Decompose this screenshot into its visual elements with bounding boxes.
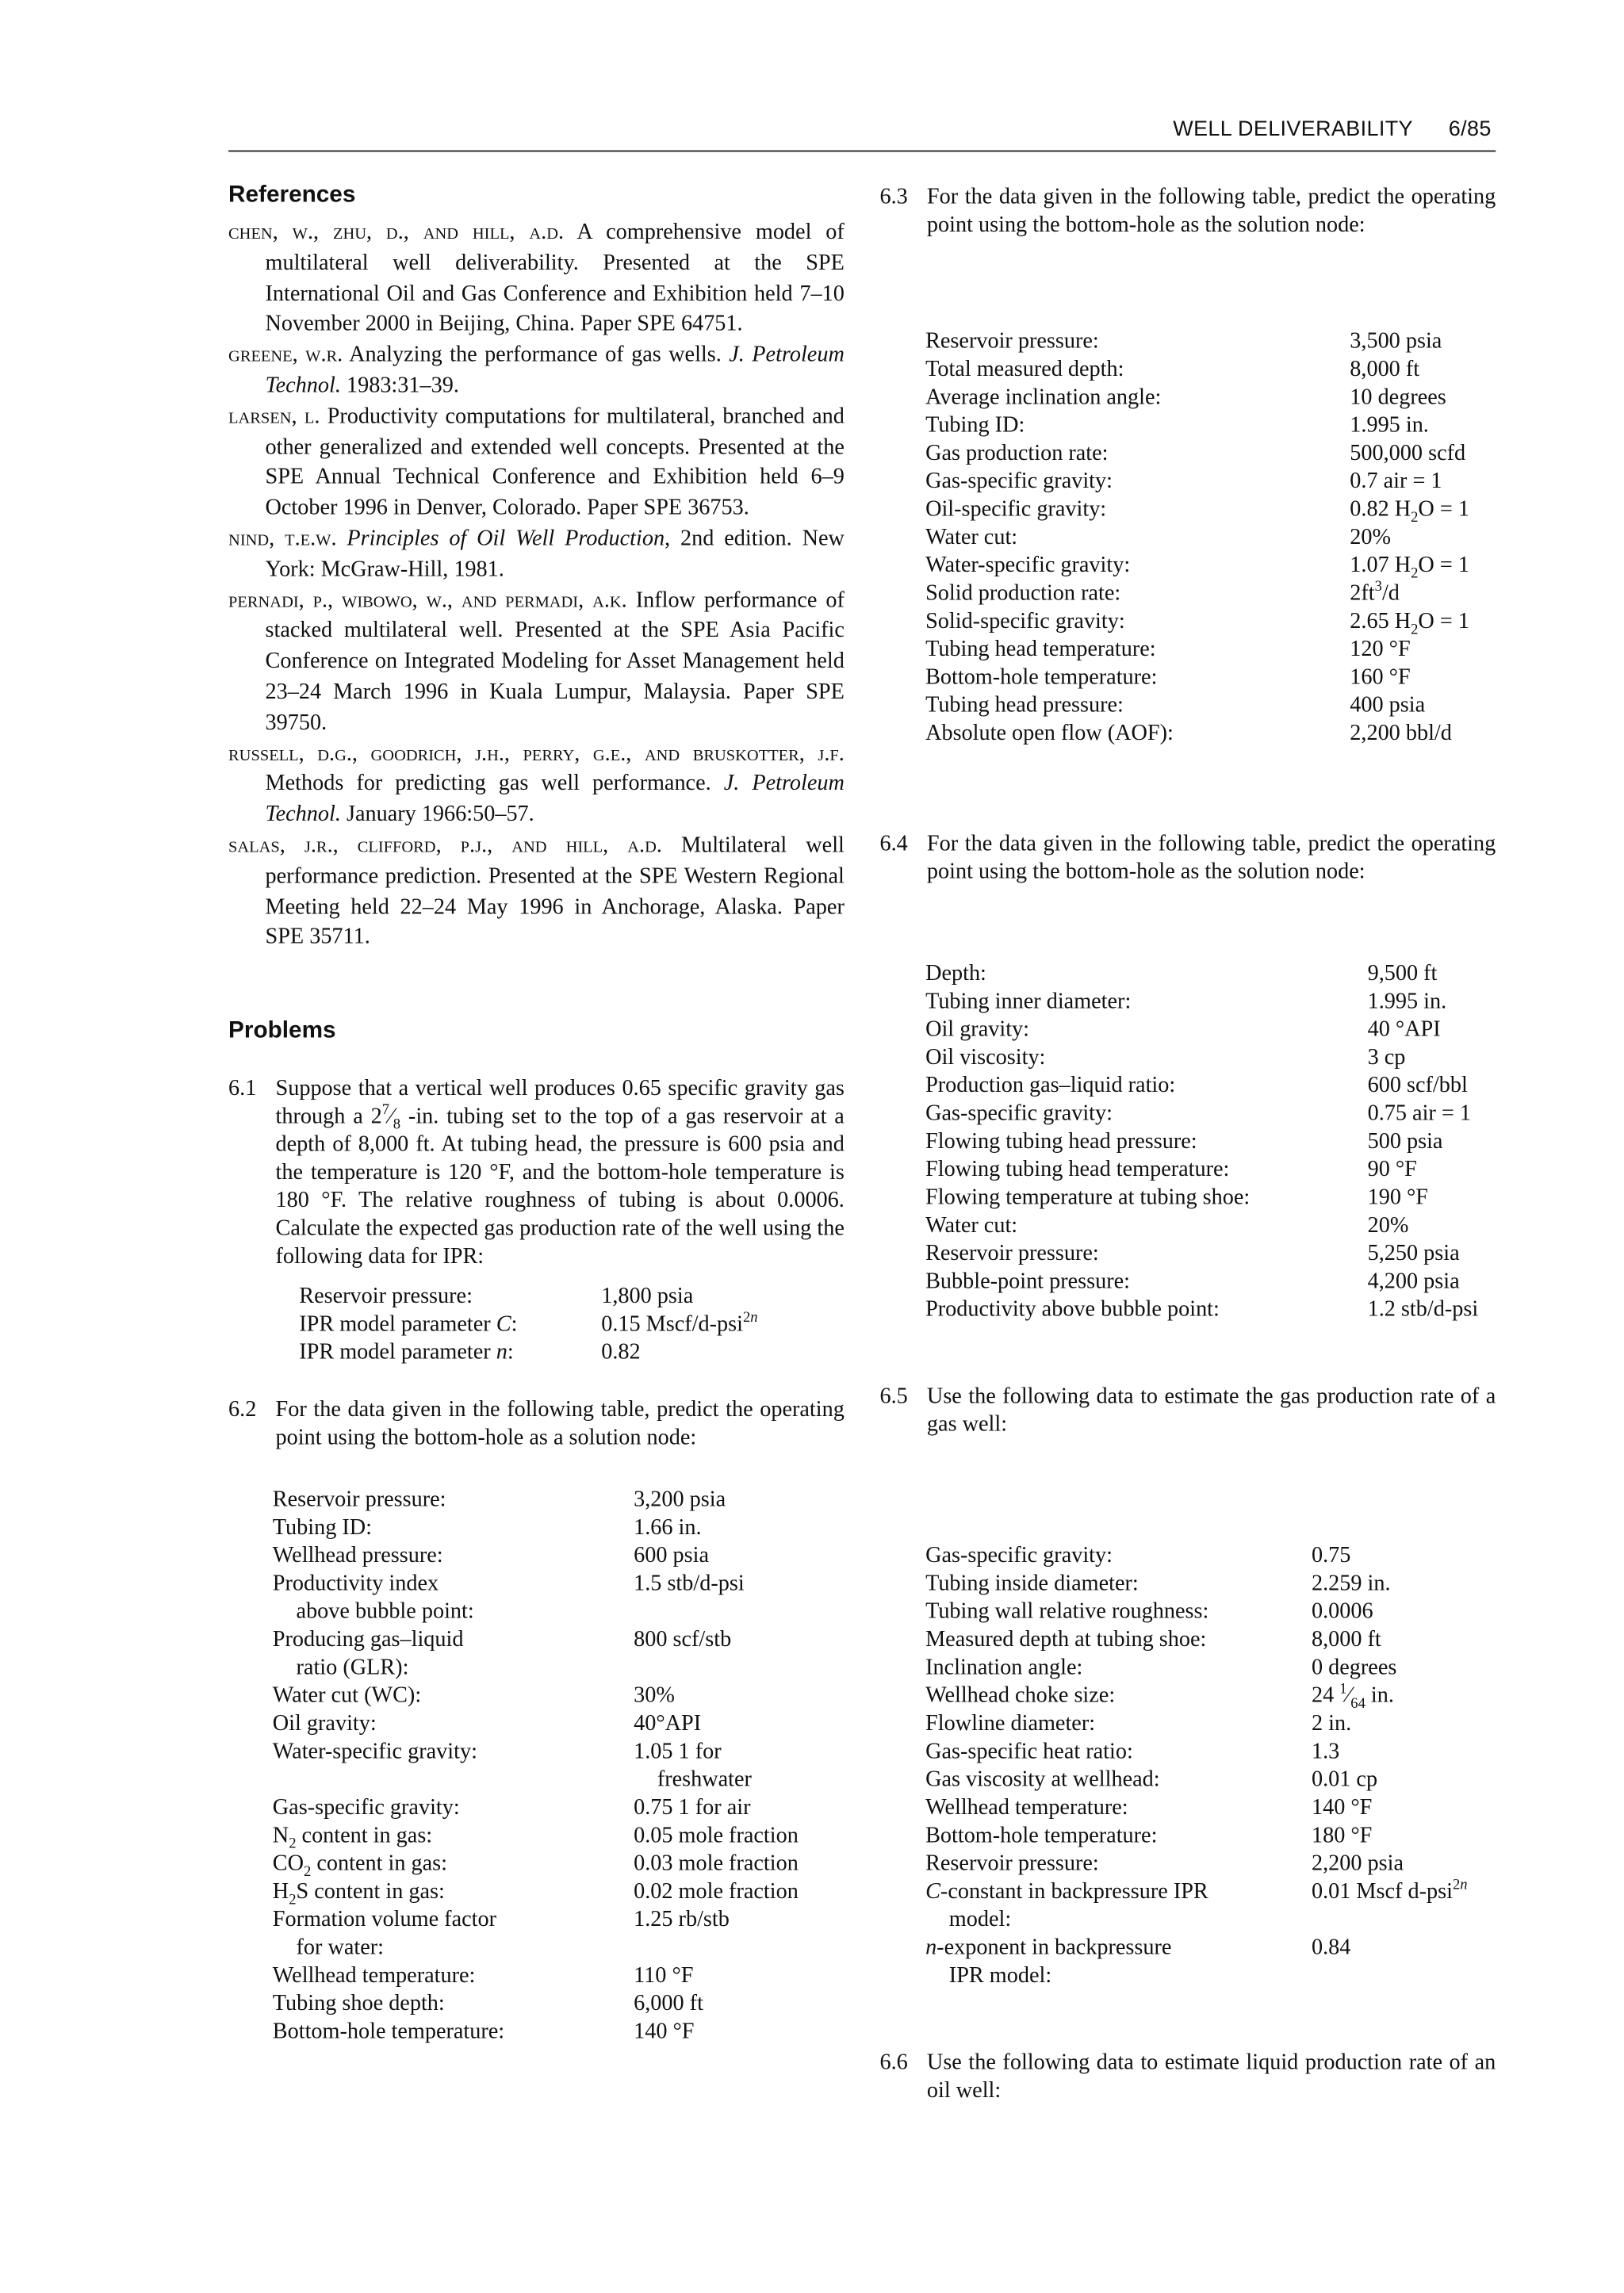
table-row: Gas-specific gravity: 0.75 air = 1 [925,1101,1471,1126]
table-row: Water cut: 20% [925,1212,1409,1238]
table-row: Tubing ID: 1.995 in. [925,412,1429,438]
problem-text: For the data given in the following table, predict the operating point using the bottom-hole as the solution node: [926,184,1496,238]
table-row: Tubing ID: 1.66 in. [272,1514,702,1541]
table-row: Flowing tubing head pressure: 500 psia [925,1128,1443,1154]
table-row: $H_2S$ content in gas: 0.02 mole fraction [272,1878,799,1909]
table-row: Bubble-point pressure: 4,200 psia [925,1269,1460,1294]
table-row: Solid-specific gravity: 2.65 $H_2O = 1$ [925,608,1469,638]
table-row: Flowing temperature at tubing shoe: 190 °F [925,1185,1428,1210]
references-heading: References [228,182,356,209]
table-row: Productivity index above bubble point: 1.5 stb/d-psi [272,1571,745,1625]
problem-6-1-data-table [299,1282,757,1366]
problem-6-2-data-table [273,1486,799,2046]
problem-6-4-data-table [925,959,1478,1323]
table-row: Tubing wall relative roughness: 0.0006 [925,1598,1373,1625]
table-row: Wellhead pressure: 600 psia [272,1543,709,1568]
table-row: Reservoir pressure: 3,200 psia [272,1487,726,1513]
problem-text: Suppose that a vertical well produces 0.65 specific gravity gas through a $2^7⁄_8$ -in. tubing set to the top of a gas reservoir at a depth of 8,000 ft. At tubing head, the pressure is 600 psia and the temperature is 120 °F, and the bottom-hole temperature is 180 °F. The relative roughness of tubing is about 0.0006. Calculate the expected gas production rate of the well using the following data for IPR: [275,1076,845,1269]
table-row: Depth: 9,500 ft [925,960,1438,986]
table-row: Reservoir pressure: 3,500 psia [925,328,1442,354]
problem-6-2 [228,1395,845,1452]
problem-text: Use the following data to estimate liquid production rate of an oil well: [926,2050,1496,2104]
problem-number: 6.2 [228,1397,257,1422]
problem-6-5-data-table [925,1541,1467,1989]
problem-number: 6.3 [879,184,908,209]
problem-number: 6.4 [879,831,908,856]
table-row: Wellhead temperature: 140 °F [925,1794,1373,1820]
problem-6-1 [228,1074,845,1270]
right-column [879,182,1496,2104]
table-row: Gas viscosity at wellhead: 0.01 cp [925,1767,1378,1793]
table-row: Flowline diameter: 2 in. [925,1710,1352,1736]
table-row: Measured depth at tubing shoe: 8,000 ft [925,1626,1381,1652]
reference-item: nind, t.e.w. Principles of Oil Well Production, 2nd edition. New York: McGraw-Hill, 1981. [228,526,845,582]
table-row: Oil gravity: 40°API [272,1711,702,1736]
table-row: Oil gravity: 40 °API [925,1016,1441,1043]
table-row: Gas-specific gravity: 0.75 [925,1542,1351,1568]
table-row: Wellhead choke size: 24 $^1⁄_{64}$ in. [925,1681,1394,1713]
reference-item: greene, w.r. Analyzing the performance of gas wells. J. Petroleum Technol. 1983:31–39. [228,342,845,398]
table-row: Production gas–liquid ratio: 600 scf/bbl [925,1073,1468,1098]
table-row: Water cut: 20% [925,524,1392,550]
reference-item: chen, w., zhu, d., and hill, a.d. A comprehensive model of multilateral well deliverability. Presented at the SPE International Oil and Gas Conference and Exhibition held 7–10 November 2000 in Beijing, China. Paper SPE 64751. [228,219,845,337]
problem-6-5 [879,1382,1496,1438]
table-row: Formation volume factor for water: 1.25 rb/stb [272,1907,730,1961]
table-row: Average inclination angle: 10 degrees [925,385,1446,410]
reference-item: russell, d.g., goodrich, j.h., perry, g.e., and bruskotter, j.f. Methods for predicting gas well performance. J. Petroleum Technol. January 1966:50–57. [228,741,845,827]
table-row: Water-specific gravity: 1.07 $H_2O = 1$ [925,552,1469,583]
problem-6-6 [879,2048,1496,2104]
table-row: Gas-specific gravity: 0.75 1 for air [272,1795,751,1820]
table-row: Bottom-hole temperature: 140 °F [272,2019,695,2045]
problems-heading: Problems [228,1018,336,1044]
table-row: $N_2$ content in gas: 0.05 mole fraction [272,1823,799,1853]
table-row: Reservoir pressure: 2,200 psia [925,1851,1404,1876]
table-row: Productivity above bubble point: 1.2 stb/d-psi [925,1296,1479,1323]
page-number: 6/85 [1448,117,1492,142]
table-row: Reservoir pressure: 5,250 psia [925,1240,1460,1266]
running-header-section: WELL DELIVERABILITY [1173,117,1413,142]
table-row: Reservoir pressure: 1,800 psia [299,1284,694,1309]
table-row: Producing gas–liquid ratio (GLR): 800 scf/stb [272,1627,732,1681]
table-row: Absolute open flow (AOF): 2,200 bbl/d [925,720,1452,746]
table-row: Tubing inner diameter: 1.995 in. [925,989,1447,1014]
table-row: Water cut (WC): 30% [272,1682,675,1709]
table-row: Gas-specific gravity: 0.7 air = 1 [925,469,1442,494]
problem-number: 6.1 [228,1076,257,1101]
table-row: Gas production rate: 500,000 scfd [925,440,1466,466]
problem-6-3 [879,182,1496,239]
table-row: Inclination angle: 0 degrees [925,1655,1397,1680]
table-row: IPR model parameter n: 0.82 [299,1339,641,1365]
reference-list [228,218,845,954]
table-row: Wellhead temperature: 110 °F [272,1962,694,1989]
table-row: Tubing shoe depth: 6,000 ft [272,1991,703,2016]
table-row: Tubing inside diameter: 2.259 in. [925,1571,1391,1596]
table-row: $CO_2$ content in gas: 0.03 mole fraction [272,1851,799,1881]
reference-item: pernadi, p., wibowo, w., and permadi, a.k. Inflow performance of stacked multilateral well. Presented at the SPE Asia Pacific Conference on Integrated Modeling for Asset Management held 23–24 March 1996 in Kuala Lumpur, Malaysia. Paper SPE 39750. [228,587,845,735]
problem-number: 6.5 [879,1384,908,1409]
running-header [228,115,1496,151]
reference-item: larsen, l. Productivity computations for multilateral, branched and other generalized and extended well concepts. Presented at the SPE Annual Technical Conference and Exhibition held 6–9 October 1996 in Denver, Colorado. Paper SPE 36753. [228,403,845,521]
table-row: Bottom-hole temperature: 180 °F [925,1823,1373,1848]
table-row: Flowing tubing head temperature: 90 °F [925,1157,1417,1182]
problem-6-3-data-table [925,327,1469,748]
table-row: Oil-specific gravity: 0.82 $H_2O = 1$ [925,496,1469,526]
table-row: Water-specific gravity: 1.05 1 for freshwater [272,1739,752,1793]
problem-text: Use the following data to estimate the gas production rate of a gas well: [926,1384,1496,1437]
table-row: Tubing head temperature: 120 °F [925,636,1411,662]
reference-item: salas, j.r., clifford, p.j., and hill, a.d. Multilateral well performance prediction. Presented at the SPE Western Regional Meeting held 22–24 May 1996 in Anchorage, Alaska. Paper SPE 35711. [228,832,845,950]
table-row: Tubing head pressure: 400 psia [925,692,1426,718]
table-row: IPR model parameter C: 0.15 Mscf/d-psi$^{2n}$ [299,1310,758,1337]
table-row: Total measured depth: 8,000 ft [925,356,1420,382]
table-row: C-constant in backpressure IPR model: 0.01 Mscf d-psi$^{2n}$ [925,1877,1468,1932]
problem-text: For the data given in the following table, predict the operating point using the bottom-hole as a solution node: [275,1397,845,1451]
table-row: Gas-specific heat ratio: 1.3 [925,1739,1340,1764]
problem-number: 6.6 [879,2050,908,2075]
problem-text: For the data given in the following table, predict the operating point using the bottom-hole as the solution node: [926,831,1496,885]
table-row: Solid production rate: $2ft^3/d$ [925,579,1400,606]
left-column [228,182,845,2046]
problem-6-4 [879,829,1496,886]
table-row: Bottom-hole temperature: 160 °F [925,664,1411,690]
table-row: n-exponent in backpressure IPR model: 0.84 [925,1935,1351,1989]
table-row: Oil viscosity: 3 cp [925,1044,1406,1070]
